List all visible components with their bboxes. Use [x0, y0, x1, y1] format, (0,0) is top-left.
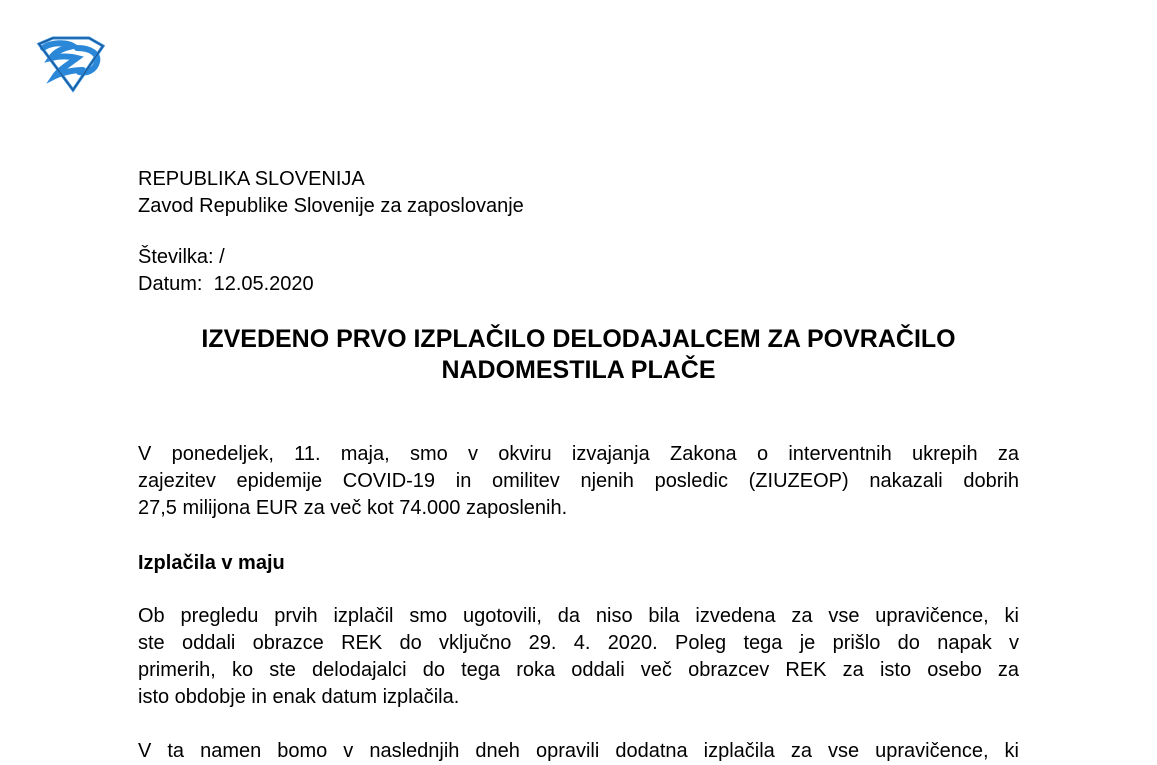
title-line-2: NADOMESTILA PLAČE — [441, 356, 716, 384]
paragraph-line: V ponedeljek, 11. maja, smo v okviru izvajanja Zakona o interventnih ukrepih za — [138, 443, 1019, 465]
paragraph-line: 27,5 milijona EUR za več kot 74.000 zaposlenih. — [138, 497, 568, 519]
paragraph-line: Ob pregledu prvih izplačil smo ugotovili, da niso bila izvedena za vse upravičence, ki — [138, 605, 1019, 627]
paragraph-line: ste oddali obrazce REK do vključno 29. 4. 2020. Poleg tega je prišlo do napak v — [138, 632, 1019, 654]
document-number: Številka: / — [138, 246, 225, 268]
paragraph-intro — [138, 441, 1019, 522]
agency-name: Zavod Republike Slovenije za zaposlovanje — [138, 195, 524, 217]
document-title — [138, 324, 1019, 386]
document-date: Datum: 12.05.2020 — [138, 273, 314, 295]
paragraph-line: isto obdobje in enak datum izplačila. — [138, 686, 460, 708]
title-line-1: IZVEDENO PRVO IZPLAČILO DELODAJALCEM ZA POVRAČILO — [201, 325, 956, 353]
paragraph-continued — [138, 738, 1019, 765]
country-name: REPUBLIKA SLOVENIJA — [138, 168, 365, 190]
document-meta — [138, 244, 314, 298]
zrsz-logo-icon — [33, 36, 105, 92]
issuer-header — [138, 166, 524, 220]
paragraph-line: V ta namen bomo v naslednjih dneh opravili dodatna izplačila za vse upravičence, ki — [138, 740, 1019, 762]
section-heading: Izplačila v maju — [138, 552, 285, 574]
paragraph-line: primerih, ko ste delodajalci do tega roka oddali več obrazcev REK za isto osebo za — [138, 659, 1019, 681]
paragraph-line: zajezitev epidemije COVID-19 in omilitev njenih posledic (ZIUZEOP) nakazali dobrih — [138, 470, 1019, 492]
paragraph-payments — [138, 603, 1019, 711]
